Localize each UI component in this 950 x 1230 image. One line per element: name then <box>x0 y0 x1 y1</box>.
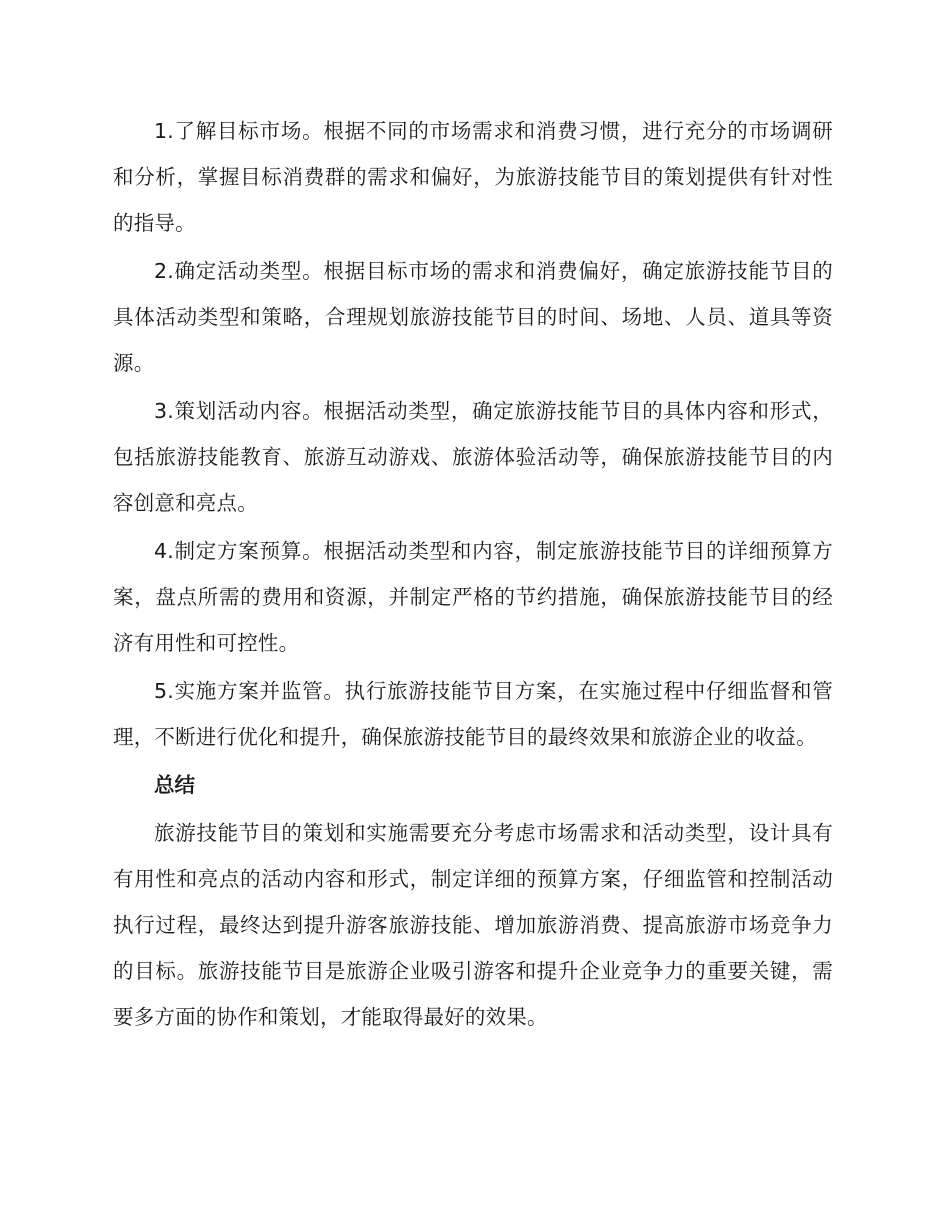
summary-heading: 总结 <box>154 773 195 797</box>
step-paragraph-3: 3.策划活动内容。根据活动类型，确定旅游技能节目的具体内容和形式，包括旅游技能教育、旅游互动游戏、旅游体验活动等，确保旅游技能节目的内容创意和亮点。 <box>113 399 833 515</box>
step-paragraph-4: 4.制定方案预算。根据活动类型和内容，制定旅游技能节目的详细预算方案，盘点所需的费用和资源，并制定严格的节约措施，确保旅游技能节目的经济有用性和可控性。 <box>113 539 833 655</box>
step-paragraph-5: 5.实施方案并监管。执行旅游技能节目方案，在实施过程中仔细监督和管理，不断进行优化和提升，确保旅游技能节目的最终效果和旅游企业的收益。 <box>113 679 833 749</box>
step-paragraph-1: 1.了解目标市场。根据不同的市场需求和消费习惯，进行充分的市场调研和分析，掌握目标消费群的需求和偏好，为旅游技能节目的策划提供有针对性的指导。 <box>113 119 833 235</box>
document-page <box>113 108 833 1042</box>
summary-paragraph: 旅游技能节目的策划和实施需要充分考虑市场需求和活动类型，设计具有有用性和亮点的活动内容和形式，制定详细的预算方案，仔细监管和控制活动执行过程，最终达到提升游客旅游技能、增加旅游消费、提高旅游市场竞争力的目标。旅游技能节目是旅游企业吸引游客和提升企业竞争力的重要关键，需要多方面的协作和策划，才能取得最好的效果。 <box>113 821 833 1029</box>
step-paragraph-2: 2.确定活动类型。根据目标市场的需求和消费偏好，确定旅游技能节目的具体活动类型和策略，合理规划旅游技能节目的时间、场地、人员、道具等资源。 <box>113 259 833 375</box>
